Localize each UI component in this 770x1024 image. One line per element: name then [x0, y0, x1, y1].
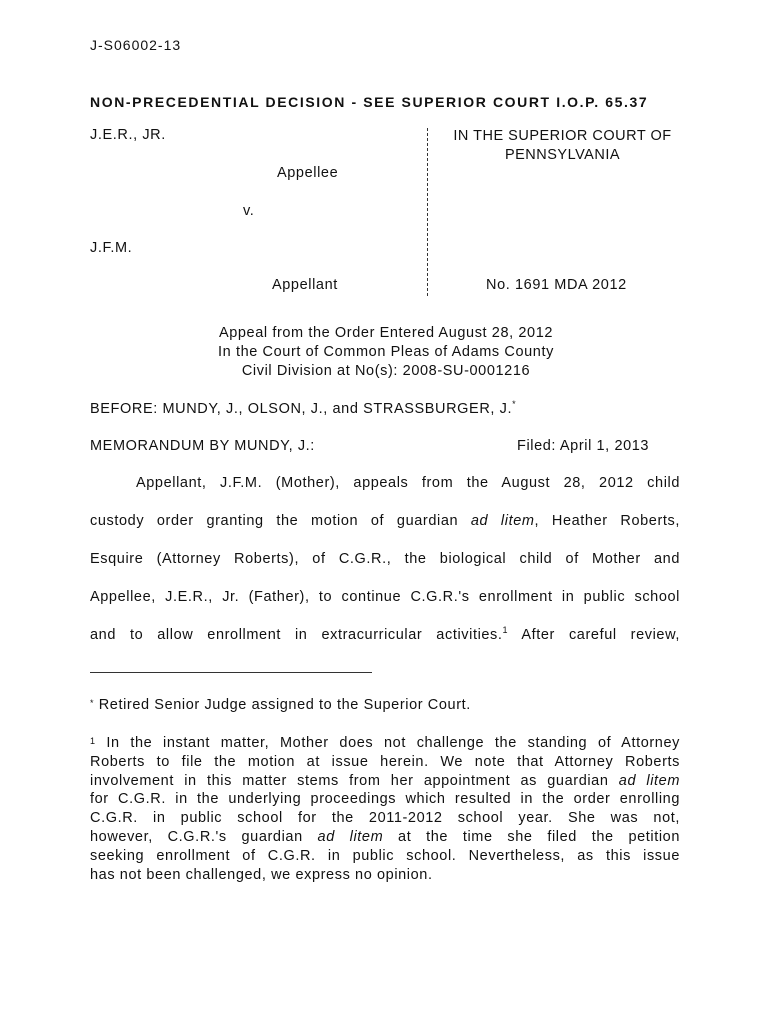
appeal-line1: Appeal from the Order Entered August 28, 2012 [218, 325, 554, 341]
appeal-line2: In the Court of Common Pleas of Adams County [218, 344, 554, 360]
footnote-ref-1: 1 [502, 625, 509, 635]
footnote-line: C.G.R. in public school for the 2011-2012 school year. She was not, [90, 810, 680, 827]
nonprecedential-heading: NON-PRECEDENTIAL DECISION - SEE SUPERIOR COURT I.O.P. 65.37 [90, 94, 649, 110]
italic-term: ad litem [618, 772, 680, 789]
body-line: Appellee, J.E.R., Jr. (Father), to continue C.G.R.'s enrollment in public school [90, 589, 680, 605]
docket-number: J-S06002-13 [90, 37, 182, 53]
appeal-line3: Civil Division at No(s): 2008-SU-0001216 [241, 363, 531, 379]
footnote-star [90, 696, 680, 715]
body-line: and to allow enrollment in extracurricular activities.$^1$ After careful review, [90, 625, 680, 643]
filed-date: Filed: April 1, 2013 [517, 438, 650, 454]
panel-text: BEFORE: MUNDY, J., OLSON, J., and STRASSBURGER, J. [90, 401, 513, 417]
panel-footnote-marker: * [512, 399, 517, 409]
court-name-line2: PENNSYLVANIA [504, 147, 621, 163]
body-line: Esquire (Attorney Roberts), of C.G.R., the biological child of Mother and [90, 551, 680, 567]
italic-term: ad litem [317, 828, 384, 845]
court-name-line1: IN THE SUPERIOR COURT OF [453, 128, 672, 144]
panel-line [90, 401, 516, 417]
italic-term: ad litem [470, 513, 535, 529]
footnote-line: Roberts to file the motion at issue herein. We note that Attorney Roberts [90, 753, 680, 770]
body-line: Appellant, J.F.M. (Mother), appeals from the August 28, 2012 child [136, 475, 680, 491]
footnote-line: has not been challenged, we express no opinion. [90, 866, 433, 883]
memorandum-author: MEMORANDUM BY MUNDY, J.: [90, 438, 315, 454]
footnote-line: involvement in this matter stems from her appointment as guardian ad litem [90, 772, 680, 789]
footnote-line: however, C.G.R.'s guardian ad litem at the time she filed the petition [90, 828, 680, 845]
appeal-block [90, 324, 682, 381]
footnote-1-marker: 1 [90, 736, 96, 746]
court-name [440, 127, 685, 165]
footnote-line: seeking enrollment of C.G.R. in public school. Nevertheless, as this issue [90, 847, 680, 864]
footnote-star-text: Retired Senior Judge assigned to the Superior Court. [94, 697, 471, 713]
party-appellee-role: Appellee [277, 165, 339, 181]
footnote-line: for C.G.R. in the underlying proceedings which resulted in the order enrolling [90, 791, 680, 808]
footnote-1: $^1$ In the instant matter, Mother does not challenge the standing of Attorney Roberts to file the motion at issue herein. We note that Attorney Roberts involvement in this matter stems from her appointment as guardian ad litem for C.G.R. in the underlying proceedings which resulted in the order enrolling C.G.R. in public school for the 2011-2012 school year. She was not, however, C.G.R.'s guardian ad litem at the time she filed the petition seeking enrollment of C.G.R. in public school. Nevertheless, as this issue has not been challenged, we express no opinion. [90, 735, 680, 883]
versus-label: v. [243, 203, 255, 219]
party-appellant-name: J.F.M. [90, 240, 133, 256]
caption-divider [427, 128, 428, 296]
body-paragraph [90, 475, 680, 665]
footnote-star-marker: * [90, 698, 95, 708]
party-appellant-role: Appellant [272, 277, 338, 293]
case-number: No. 1691 MDA 2012 [486, 277, 627, 293]
party-appellee-name: J.E.R., JR. [90, 127, 166, 143]
footnote-separator [90, 672, 372, 673]
body-line: custody order granting the motion of guardian ad litem, Heather Roberts, [90, 513, 680, 529]
